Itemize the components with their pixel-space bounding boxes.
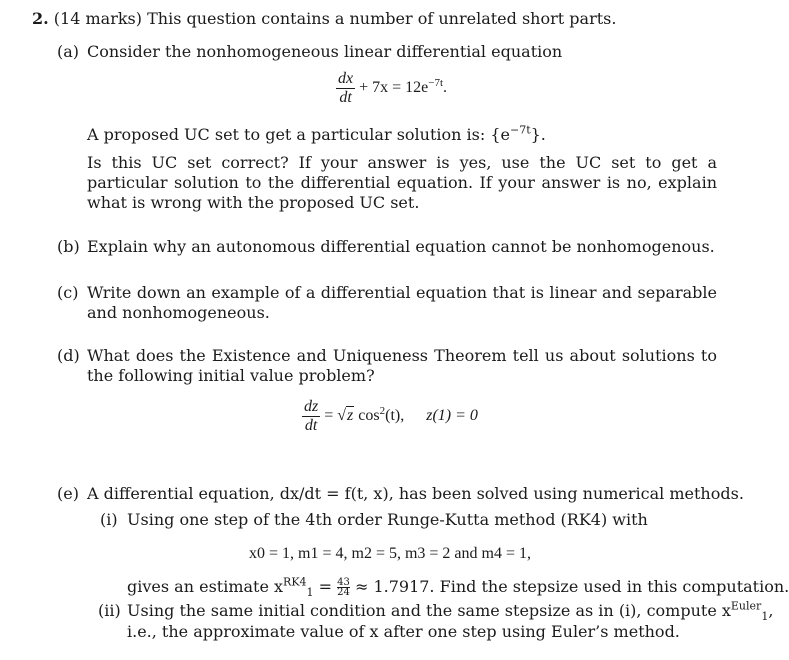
part-a-proposed	[87, 125, 546, 145]
part-d-eq-denominator: dt	[304, 417, 318, 434]
part-a-proposed-text: A proposed UC set to get a particular solution is: {e	[87, 125, 510, 144]
part-e-i-values: x0 = 1, m1 = 4, m2 = 5, m3 = 2 and m4 = 1,	[249, 545, 531, 562]
part-e-i-estimate: gives an estimate $x^{RK4}_1$ = $\frac{43}{24}$ ≈ 1.7917. Find the stepsize used in this computation.	[127, 575, 789, 600]
part-a-eq-end: .	[443, 79, 448, 97]
part-d-eq-radical: √	[337, 407, 347, 425]
part-e-i-text: Using one step of the 4th order Runge-Kutta method (RK4) with	[127, 510, 648, 529]
part-a-question: Is this UC set correct? If your answer is yes, use the UC set to get a particular solution to the differential equation. If your answer is no, explain what is wrong with the proposed UC set.	[87, 153, 717, 212]
question-marks: (14 marks)	[53, 9, 142, 28]
part-a-derivative	[336, 70, 355, 107]
part-d-derivative	[302, 398, 320, 435]
part-e-i-estimate-pre: gives an estimate x	[127, 577, 284, 596]
part-a-proposed-exponent: −7t	[509, 123, 531, 137]
part-a-eq-rest: + 7x = 12e	[359, 79, 429, 97]
question-number: 2.	[32, 9, 49, 28]
part-d-initial-condition: z(1) = 0	[426, 407, 478, 425]
part-d-equation	[302, 398, 478, 435]
part-e-i-fraction-num: 43	[337, 577, 350, 588]
part-d-eq-cos-exponent: 2	[379, 404, 386, 417]
part-e-i-label: (i)	[100, 510, 118, 529]
part-e-i-fraction-den: 24	[337, 587, 350, 598]
part-e-ii-text	[127, 599, 774, 624]
part-e-text: A differential equation, dx/dt = f(t, x), has been solved using numerical methods.	[87, 484, 744, 503]
part-d-eq-argument: (t),	[385, 407, 405, 425]
part-a-equation	[336, 70, 447, 107]
part-a-label: (a)	[57, 42, 80, 61]
part-b-text: Explain why an autonomous differential equation cannot be nonhomogenous.	[87, 237, 715, 256]
part-e-ii-sup: Euler	[730, 599, 762, 613]
part-d-eq-radicand: z	[347, 407, 354, 425]
part-e-i-estimate-post: ≈ 1.7917. Find the stepsize used in this computation.	[354, 577, 789, 596]
part-e-i-fraction	[337, 578, 350, 597]
part-e-ii-line2: i.e., the approximate value of x after one step using Euler’s method.	[127, 622, 680, 641]
part-e-ii-text-pre: Using the same initial condition and the same stepsize as in (i), compute x	[127, 601, 731, 620]
part-c-label: (c)	[57, 283, 79, 302]
part-e-i-estimate-sup: RK4	[283, 575, 307, 589]
question-header	[32, 9, 616, 29]
question-intro: This question contains a number of unrelated short parts.	[147, 9, 617, 28]
part-e-label: (e)	[57, 484, 79, 503]
part-b-label: (b)	[57, 237, 80, 256]
part-d-eq-cos: cos	[358, 407, 380, 425]
part-e-ii-label: (ii)	[98, 601, 121, 620]
part-a-eq-exponent: −7t	[428, 76, 444, 89]
part-d-eq-equals: =	[324, 407, 334, 425]
part-e-i-estimate-sub: 1	[306, 586, 314, 600]
part-e-ii-sub: 1	[761, 610, 769, 624]
part-e-ii-text-post: ,	[768, 601, 774, 620]
part-a-eq-denominator: dt	[339, 89, 352, 106]
part-a-eq-numerator: dx	[338, 70, 354, 87]
part-d-eq-numerator: dz	[304, 398, 319, 415]
part-d-text: What does the Existence and Uniqueness Theorem tell us about solutions to the following initial value problem?	[87, 346, 717, 385]
part-a-text: Consider the nonhomogeneous linear differential equation	[87, 42, 563, 61]
part-c-text: Write down an example of a differential equation that is linear and separable and nonhomogeneous.	[87, 283, 717, 322]
part-d-label: (d)	[57, 346, 80, 365]
part-a-proposed-end: }.	[530, 125, 546, 144]
